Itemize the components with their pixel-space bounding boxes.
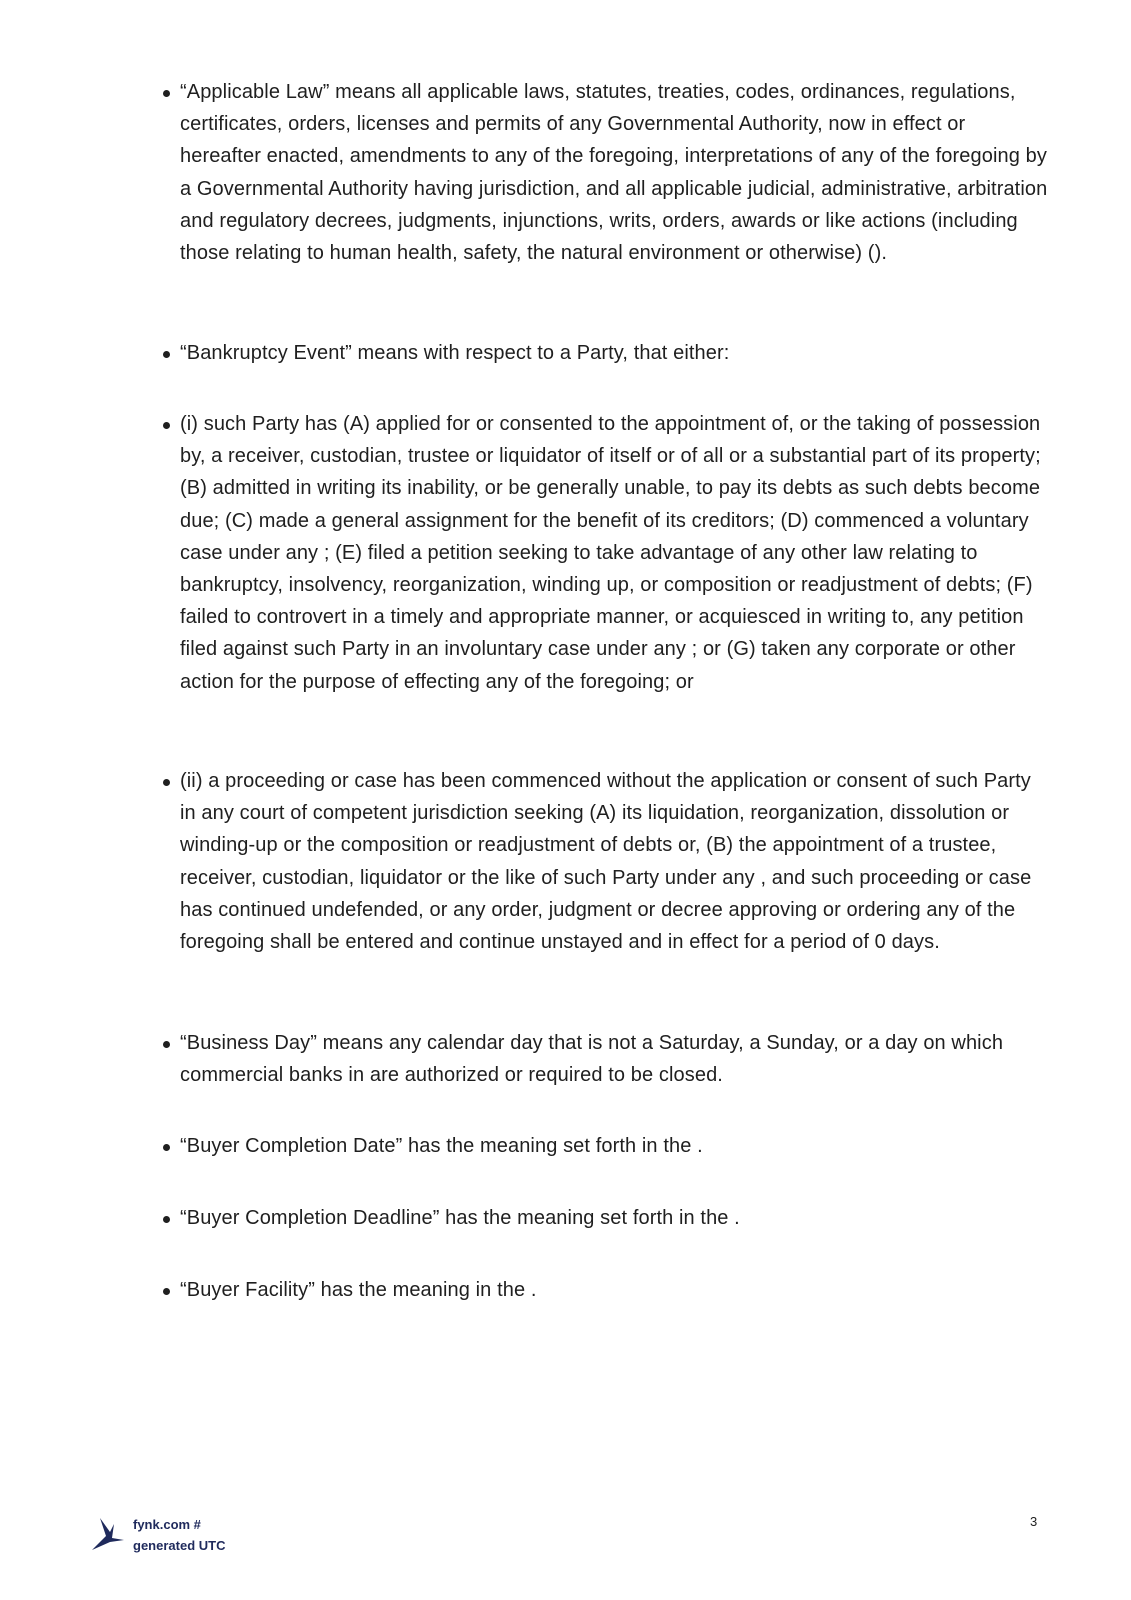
fynk-bird-logo-icon — [90, 1512, 126, 1552]
definition-text: (ii) a proceeding or case has been commenced without the application or consent of such Party in any court of competent jurisdiction seeking (A) its liquidation, reorganization, dissolution or winding-up or the composition or readjustment of debts or, (B) the appointment of a trustee, receiver, custodian, liquidator or the like of such Party under any , and such proceeding or case has continued undefended, or any order, judgment or decree approving or ordering any of the foregoing shall be entered and continue unstayed and in effect for a period of 0 days. — [180, 770, 1032, 954]
definition-text: “Bankruptcy Event” means with respect to a Party, that either: — [180, 342, 730, 364]
definition-buyer-facility — [180, 1274, 1050, 1306]
definition-applicable-law — [180, 76, 1050, 269]
footer-info — [133, 1514, 225, 1556]
definition-buyer-completion-deadline — [180, 1202, 1050, 1234]
footer-generated-line: generated UTC — [133, 1538, 226, 1553]
footer-site-line[interactable]: fynk.com # — [133, 1517, 201, 1532]
definition-text: (i) such Party has (A) applied for or consented to the appointment of, or the taking of possession by, a receiver, custodian, trustee or liquidator of itself or of all or a substantial part of its property; (B) admitted in writing its inability, or be generally unable, to pay its debts as such debts become due; (C) made a general assignment for the benefit of its creditors; (D) commenced a voluntary case under any ; (E) filed a petition seeking to take advantage of any other law relating to bankruptcy, insolvency, reorganization, winding up, or composition or readjustment of debts; (F) failed to controvert in a timely and appropriate manner, or acquiesced in writing to, any petition filed against such Party in an involuntary case under any ; or (G) taken any corporate or other action for the purpose of effecting any of the foregoing; or — [180, 413, 1041, 693]
definition-text: “Business Day” means any calendar day that is not a Saturday, a Sunday, or a day on which commercial banks in are authorized or required to be closed. — [180, 1032, 1004, 1087]
bullet-icon — [163, 351, 170, 358]
definition-text: “Applicable Law” means all applicable laws, statutes, treaties, codes, ordinances, regulations, certificates, orders, licenses and permits of any Governmental Authority, now in effect or hereafter enacted, amendments to any of the foregoing, interpretations of any of the foregoing by a Governmental Authority having jurisdiction, and all applicable judicial, administrative, arbitration and regulatory decrees, judgments, injunctions, writs, orders, awards or like actions (including those relating to human health, safety, the natural environment or otherwise) (). — [180, 81, 1048, 265]
bullet-icon — [163, 1041, 170, 1048]
definition-business-day — [180, 1027, 1050, 1091]
definition-text: “Buyer Facility” has the meaning in the . — [180, 1279, 537, 1301]
definition-text: “Buyer Completion Deadline” has the meaning set forth in the . — [180, 1207, 740, 1229]
bullet-icon — [163, 1288, 170, 1295]
definition-text: “Buyer Completion Date” has the meaning set forth in the . — [180, 1135, 703, 1157]
definition-bankruptcy-event — [180, 337, 1050, 369]
page-number: 3 — [1030, 1514, 1038, 1529]
bullet-icon — [163, 422, 170, 429]
definition-bankruptcy-clause-i — [180, 408, 1050, 698]
bullet-icon — [163, 1144, 170, 1151]
bullet-icon — [163, 779, 170, 786]
definition-buyer-completion-date — [180, 1130, 1050, 1162]
bullet-icon — [163, 1216, 170, 1223]
definition-bankruptcy-clause-ii — [180, 765, 1050, 958]
bullet-icon — [163, 90, 170, 97]
